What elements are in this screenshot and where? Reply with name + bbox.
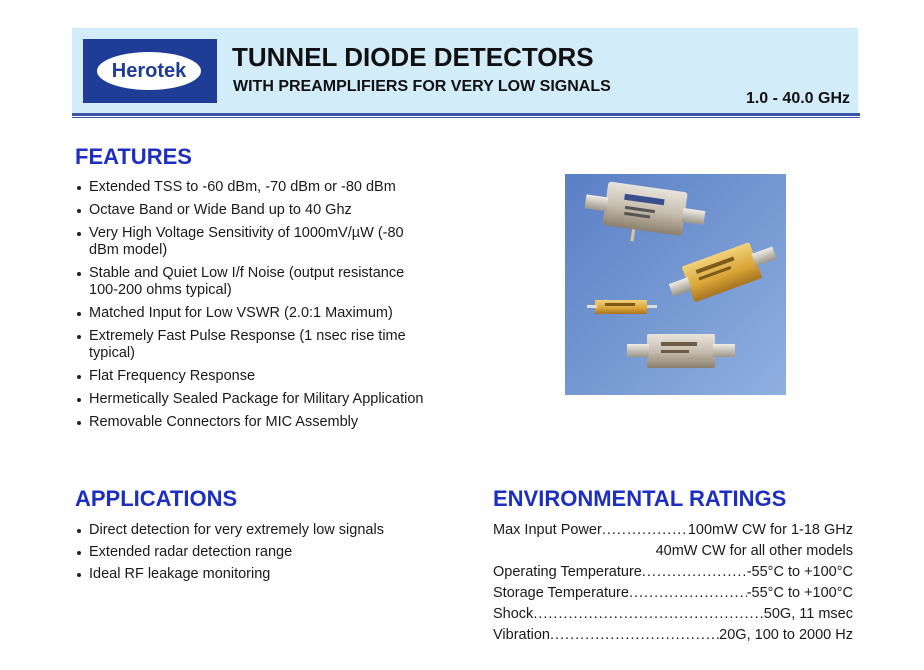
rating-value: 40mW CW for all other models — [655, 543, 853, 559]
frequency-range: 1.0 - 40.0 GHz — [745, 90, 850, 107]
leader-dots — [629, 583, 747, 604]
list-item: Octave Band or Wide Band up to 40 Ghz — [75, 202, 435, 219]
logo-text: Herotek — [111, 60, 187, 82]
applications-heading: APPLICATIONS — [75, 486, 238, 511]
product-photo — [565, 174, 786, 395]
rating-label: Storage Temperature — [493, 585, 629, 601]
rating-value: 50G, 11 msec — [763, 606, 853, 622]
table-row — [493, 541, 853, 562]
applications-list — [75, 522, 435, 588]
leader-dots — [550, 625, 719, 646]
rating-label: Max Input Power — [493, 522, 602, 538]
list-item: Hermetically Sealed Package for Military Application — [75, 391, 435, 408]
list-item: Removable Connectors for MIC Assembly — [75, 414, 435, 431]
features-list — [75, 179, 435, 437]
header-band — [72, 28, 858, 113]
leader-dots — [533, 604, 763, 625]
list-item: Extended TSS to -60 dBm, -70 dBm or -80 dBm — [75, 179, 435, 196]
leader-dots — [602, 520, 688, 541]
features-heading: FEATURES — [75, 144, 192, 169]
rating-label: Operating Temperature — [493, 564, 642, 580]
rating-value: 100mW CW for 1-18 GHz — [687, 522, 853, 538]
header-rule — [72, 113, 860, 116]
table-row — [493, 583, 853, 604]
list-item: Extended radar detection range — [75, 544, 435, 561]
list-item: Very High Voltage Sensitivity of 1000mV/µW (-80 dBm model) — [75, 225, 435, 259]
list-item: Ideal RF leakage monitoring — [75, 566, 435, 583]
table-row — [493, 520, 853, 541]
list-item: Extremely Fast Pulse Response (1 nsec rise time typical) — [75, 328, 435, 362]
page-title: TUNNEL DIODE DETECTORS — [232, 42, 594, 72]
table-row — [493, 625, 853, 646]
list-item: Stable and Quiet Low I/f Noise (output resistance 100-200 ohms typical) — [75, 265, 435, 299]
rating-label: Vibration — [493, 627, 550, 643]
leader-dots — [642, 562, 747, 583]
table-row — [493, 562, 853, 583]
rating-value: -55°C to +100°C — [746, 585, 853, 601]
detector-products-illustration — [565, 174, 786, 395]
logo-oval — [97, 52, 201, 90]
rating-label: Shock — [493, 606, 534, 622]
list-item: Flat Frequency Response — [75, 368, 435, 385]
table-row — [493, 604, 853, 625]
header-rule-thin — [72, 117, 860, 118]
page-subtitle: WITH PREAMPLIFIERS FOR VERY LOW SIGNALS — [233, 78, 611, 95]
herotek-logo — [83, 39, 217, 103]
rating-value: -55°C to +100°C — [746, 564, 853, 580]
list-item: Matched Input for Low VSWR (2.0:1 Maximum) — [75, 305, 435, 322]
environmental-table — [493, 520, 853, 646]
rating-value: 20G, 100 to 2000 Hz — [719, 627, 853, 643]
environmental-heading: ENVIRONMENTAL RATINGS — [493, 486, 787, 511]
list-item: Direct detection for very extremely low signals — [75, 522, 435, 539]
